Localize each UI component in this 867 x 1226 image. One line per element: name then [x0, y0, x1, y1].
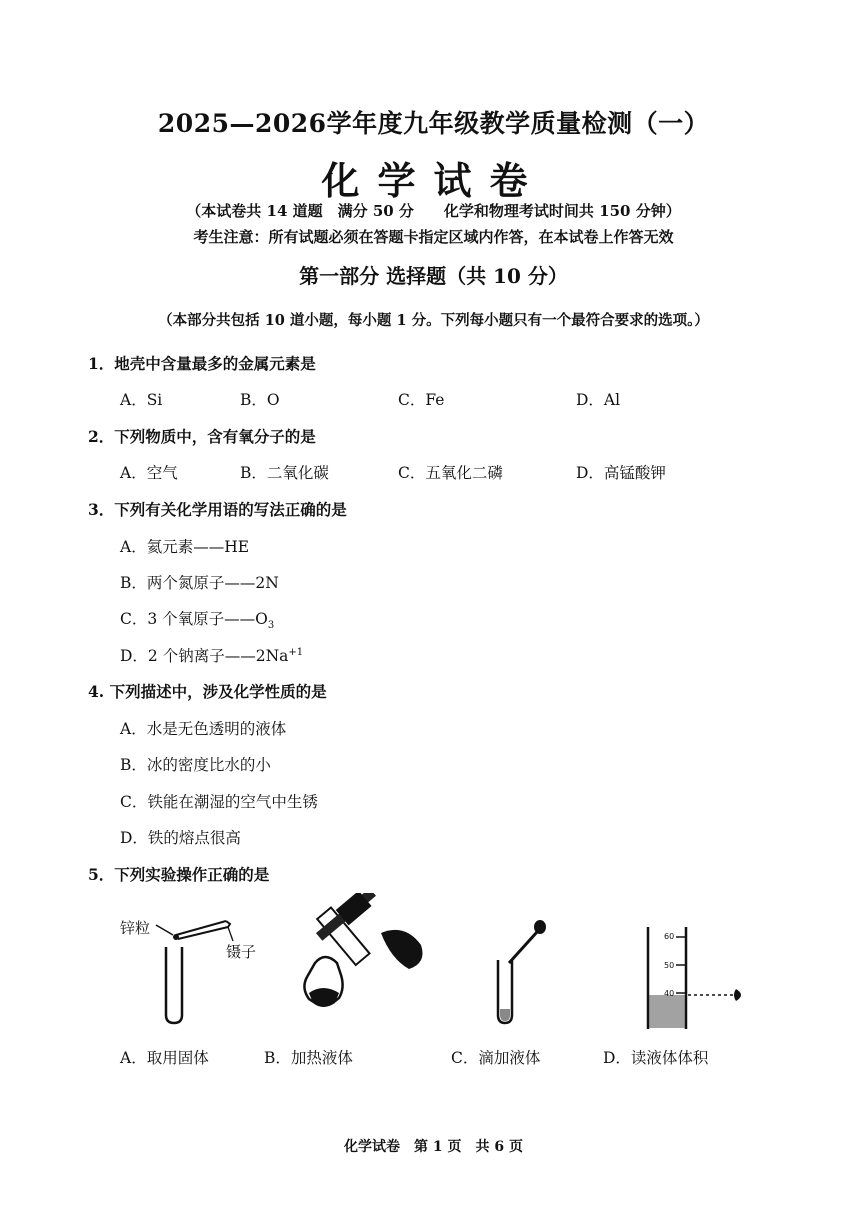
q4-option-b: B．冰的密度比水的小: [120, 756, 271, 774]
tick-40-label: 40: [664, 989, 675, 998]
figure-c-dropping-liquid: [485, 915, 555, 1030]
q2-option-d: D．高锰酸钾: [576, 464, 666, 482]
dropper-icon: [509, 932, 537, 963]
q1-option-c: C．Fe: [398, 391, 445, 409]
q3-option-c: [120, 607, 274, 631]
q2-option-a: A．空气: [120, 464, 178, 482]
page-footer: 化学试卷 第 1 页 共 6 页: [344, 1139, 523, 1155]
exam-notice: 考生注意：所有试题必须在答题卡指定区域内作答，在本试卷上作答无效: [193, 228, 674, 246]
q4-option-d: D．铁的熔点很高: [120, 829, 241, 847]
q2-option-b: B．二氧化碳: [240, 464, 329, 482]
part-instruction: （本部分共包括 10 道小题，每小题 1 分。下列每小题只有一个最符合要求的选项。）: [158, 312, 709, 329]
question-4-stem: 4. 下列描述中，涉及化学性质的是: [88, 682, 327, 701]
lamp-base-icon: [309, 988, 339, 1007]
q4-option-a: A．水是无色透明的液体: [120, 720, 287, 738]
test-tube-icon: [166, 947, 182, 1023]
figure-d-reading-volume: [640, 925, 755, 1033]
granule-leader-line: [156, 925, 173, 935]
q4-option-c: C．铁能在潮湿的空气中生锈: [120, 793, 318, 811]
tick-50-label: 50: [664, 961, 675, 970]
q3-option-a: A．氦元素——HE: [120, 538, 250, 556]
part-title: 第一部分 选择题（共 10 分）: [299, 264, 568, 288]
exam-title: 2025—2026学年度九年级教学质量检测（一）: [157, 109, 710, 138]
question-5-stem: 5．下列实验操作正确的是: [88, 865, 270, 884]
question-1-stem: 1．地壳中含量最多的金属元素是: [88, 354, 316, 373]
figure-d-caption: D．读液体体积: [603, 1049, 709, 1067]
eye-icon: [734, 989, 741, 1001]
figure-a-taking-solid: [118, 905, 268, 1030]
liquid-in-cylinder: [649, 995, 685, 1028]
figure-b-heating-liquid: [295, 893, 435, 1028]
q3-option-d: [120, 644, 303, 666]
q3-option-c-text: C．3 个氧原子——O: [120, 610, 268, 628]
q3-option-c-subscript: 3: [267, 620, 275, 632]
figure-b-caption: B．加热液体: [264, 1049, 353, 1067]
figure-a-caption: A．取用固体: [120, 1049, 209, 1067]
exam-info: （本试卷共 14 道题 满分 50 分 化学和物理考试时间共 150 分钟）: [186, 202, 681, 220]
hand-icon: [381, 930, 423, 969]
q3-option-b: B．两个氮原子——2N: [120, 574, 279, 592]
granule-label: 锌粒: [120, 919, 151, 937]
question-2-stem: 2．下列物质中，含有氧分子的是: [88, 427, 316, 446]
q2-option-c: C．五氧化二磷: [398, 464, 503, 482]
subject-title: 化学试卷: [321, 158, 546, 203]
tick-60-label: 60: [664, 932, 675, 941]
q1-option-a: A．Si: [120, 391, 163, 409]
q3-option-d-superscript: +1: [288, 646, 304, 658]
q3-option-d-text: D．2 个钠离子——2Na: [120, 647, 289, 665]
tweezers-label: 镊子: [226, 943, 257, 961]
q1-option-b: B．O: [240, 391, 280, 409]
question-3-stem: 3．下列有关化学用语的写法正确的是: [88, 500, 347, 519]
q1-option-d: D．Al: [576, 391, 621, 409]
tweezers-icon: [176, 921, 230, 939]
tweezers-leader-line: [228, 927, 233, 941]
liquid-in-tube: [500, 1009, 510, 1021]
figure-c-caption: C．滴加液体: [451, 1049, 541, 1067]
